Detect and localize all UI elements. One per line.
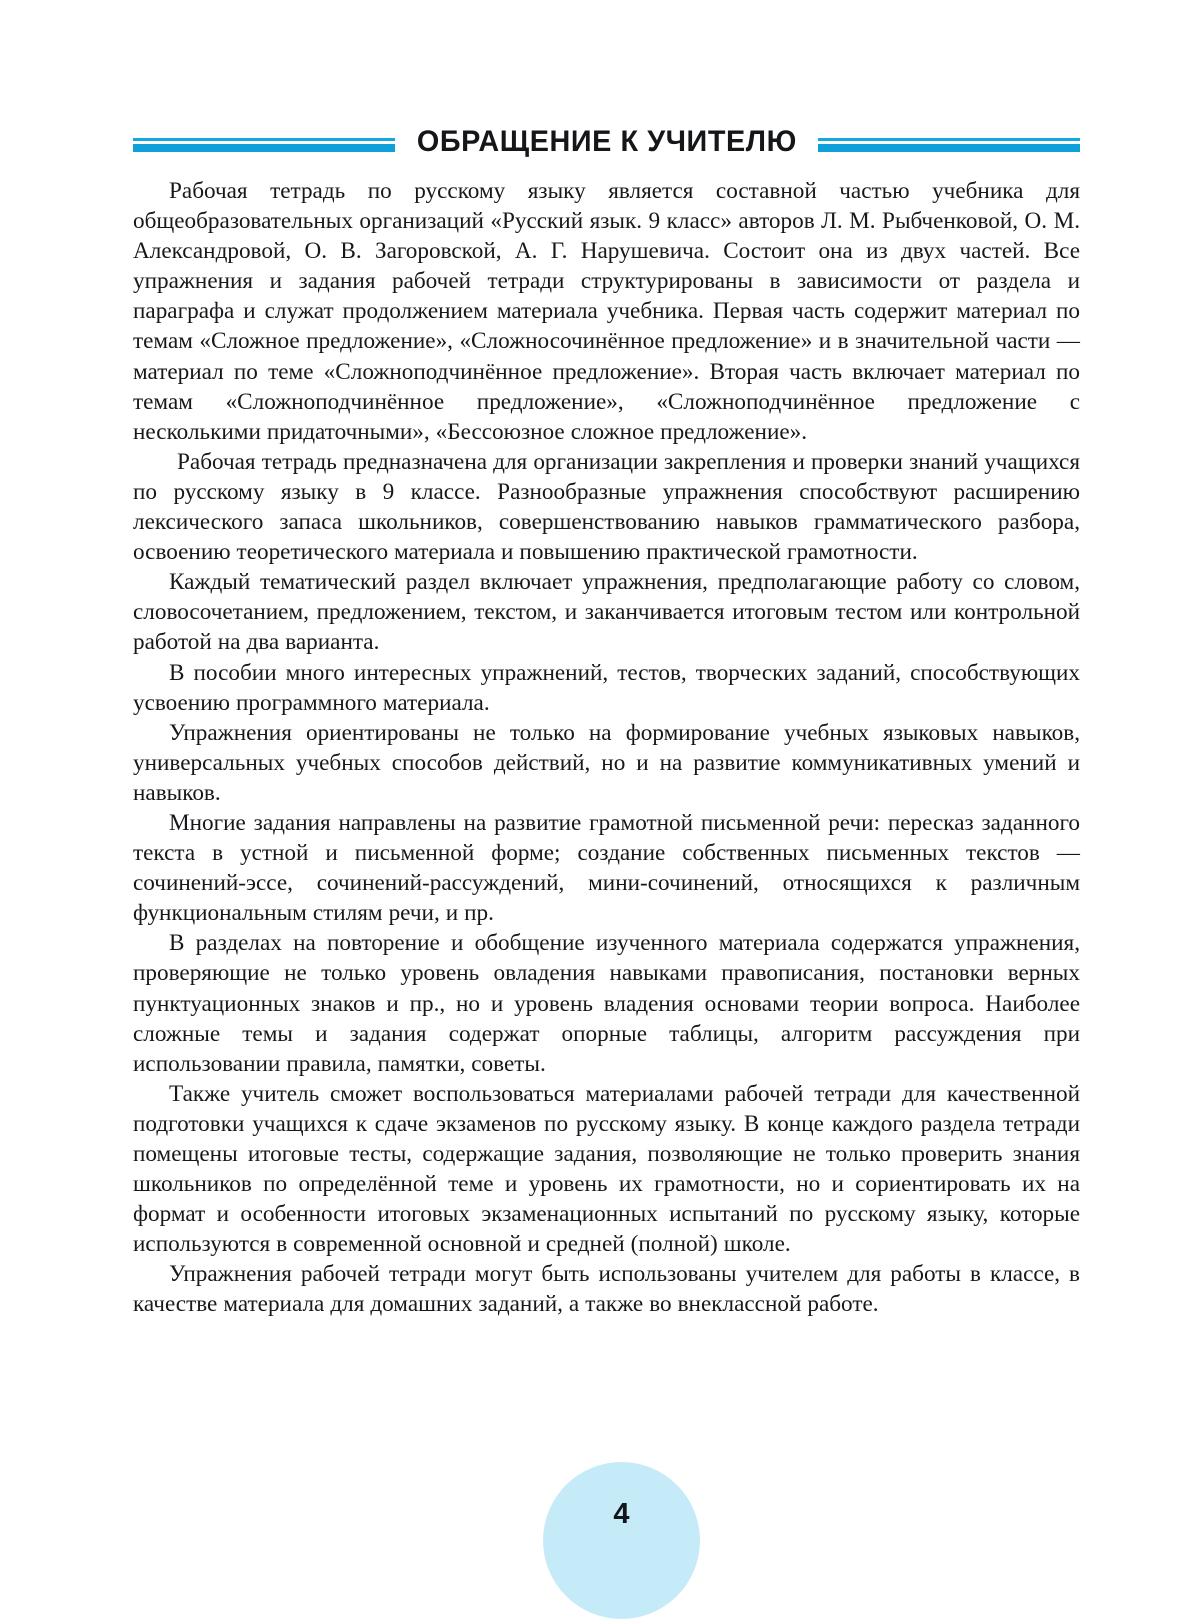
header-rule-right-thin-line [818, 138, 1080, 141]
paragraph: Каждый тематический раздел включает упражнения, предполагающие работу со словом, словосочетанием, предложением, текстом, и заканчивается итоговым тестом или контрольной работой на два варианта. [133, 569, 1080, 656]
header-rule-left-thick-line [133, 144, 395, 152]
paragraph: Упражнения рабочей тетради могут быть использованы учителем для работы в классе, в качестве материала для домашних заданий, а также во внеклассной работе. [133, 1261, 1080, 1318]
header-rule-left-thin-line [133, 138, 395, 141]
page-title: ОБРАЩЕНИЕ К УЧИТЕЛЮ [416, 125, 797, 158]
paragraph: Рабочая тетрадь предназначена для организации закрепления и проверки знаний учащихся по русскому языку в 9 классе. Разнообразные упражнения способствуют расширению лексического запаса школьников, совершенствованию навыков грамматического разбора, освоению теоретического материала и повышению практической грамотности. [133, 448, 1080, 566]
paragraph: Многие задания направлены на развитие грамотной письменной речи: пересказ заданного текста в устной и письменной форме; создание собственных письменных текстов — сочинений-эссе, сочинений-рассуждений, мини-сочинений, относящихся к различным функциональным стилям речи, и пр. [133, 809, 1080, 927]
header-rule-right [818, 135, 1080, 152]
paragraph: Также учитель сможет воспользоваться материалами рабочей тетради для качественной подготовки учащихся к сдаче экзаменов по русскому языку. В конце каждого раздела тетради помещены итоговые тесты, содержащие задания, позволяющие не только проверить знания школьников по определённой теме и уровень их грамотности, но и сориентировать их на формат и особенности итоговых экзаменационных испытаний по русскому языку, которые используются в современной основной и средней (полной) школе. [133, 1080, 1080, 1258]
paragraph: Рабочая тетрадь по русскому языку является составной частью учебника для общеобразовательных организаций «Русский язык. 9 класс» авторов Л. М. Рыбченковой, О. М. Александровой, О. В. Загоровской, А. Г. Нарушевича. Состоит она из двух частей. Все упражнения и задания рабочей тетради структурированы в зависимости от раздела и параграфа и служат продолжением материала учебника. Первая часть содержит материал по темам «Сложное предложение», «Сложносочинённое предложение» и в значительной части — материал по теме «Сложноподчинённое предложение». Вторая часть включает материал по темам «Сложноподчинённое предложение», «Сложноподчинённое предложение с несколькими придаточными», «Бессоюзное сложное предложение». [133, 178, 1080, 445]
header-rule-left [133, 135, 395, 152]
page-number: 4 [613, 1498, 630, 1530]
body-text [133, 176, 1080, 1320]
paragraph: В разделах на повторение и обобщение изученного материала содержатся упражнения, проверяющие не только уровень овладения навыками правописания, постановки верных пунктуационных знаков и пр., но и уровень владения основами теории вопроса. Наиболее сложные темы и задания содержат опорные таблицы, алгоритм рассуждения при использовании правила, памятки, советы. [133, 930, 1080, 1077]
paragraph: В пособии много интересных упражнений, тестов, творческих заданий, способствующих усвоению программного материала. [133, 659, 1080, 716]
section-header [133, 118, 1080, 168]
paragraph: Упражнения ориентированы не только на формирование учебных языковых навыков, универсальных учебных способов действий, но и на развитие коммуникативных умений и навыков. [133, 719, 1080, 806]
page-number-badge [543, 1462, 700, 1619]
header-rule-right-thick-line [818, 144, 1080, 152]
